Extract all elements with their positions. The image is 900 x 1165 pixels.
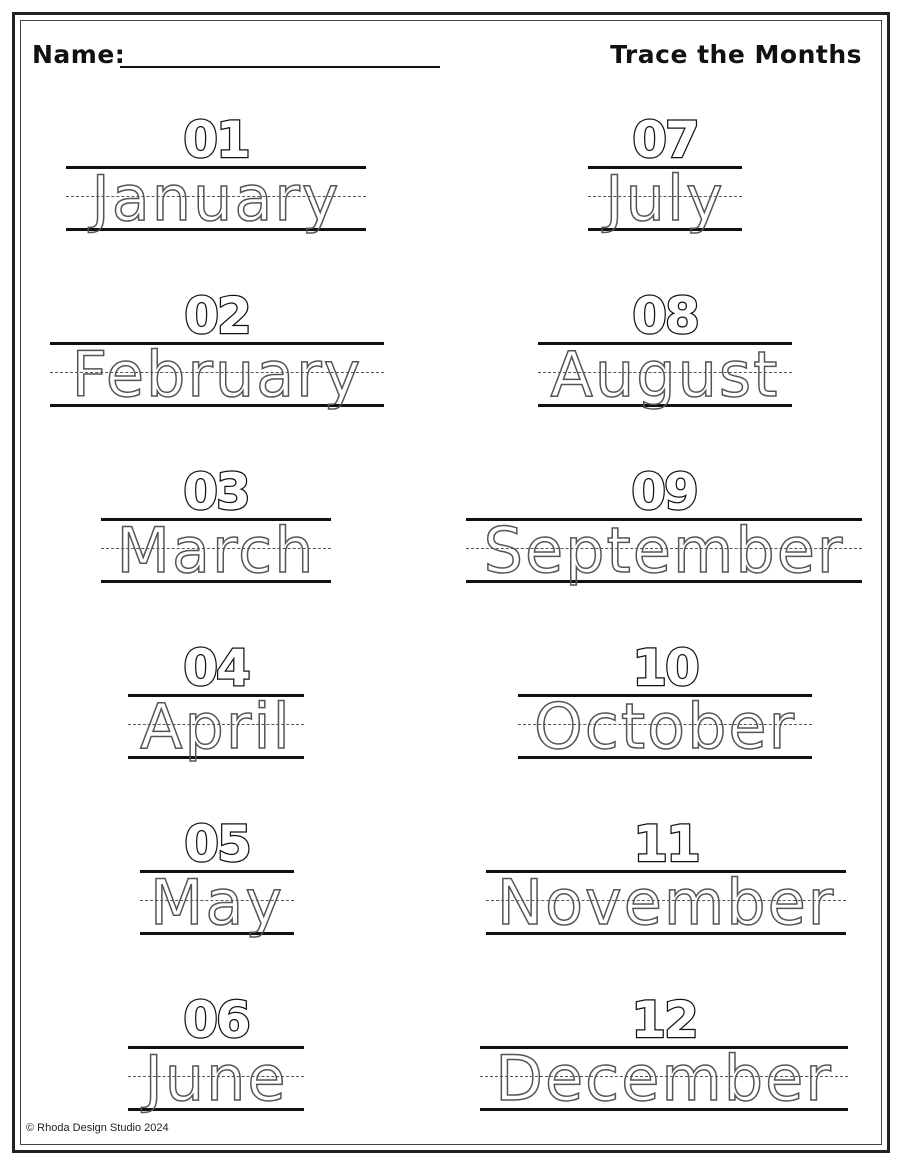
month-number: 09 — [631, 463, 697, 521]
tracing-lines[interactable] — [466, 514, 862, 587]
copyright-text: © Rhoda Design Studio 2024 — [26, 1122, 169, 1134]
name-label: Name: — [32, 40, 126, 69]
name-input-line[interactable] — [120, 66, 440, 68]
month-trace-word: November — [496, 866, 836, 939]
month-trace-word: May — [149, 866, 285, 939]
month-trace-word: April — [140, 690, 292, 763]
month-trace-word: September — [483, 514, 845, 587]
tracing-lines[interactable] — [101, 514, 331, 587]
month-number: 06 — [183, 991, 249, 1049]
tracing-lines[interactable] — [140, 866, 294, 939]
month-trace-word: March — [116, 514, 316, 587]
tracing-lines[interactable] — [518, 690, 812, 763]
tracing-lines[interactable] — [66, 162, 366, 235]
tracing-lines[interactable] — [538, 338, 792, 411]
month-number: 05 — [184, 815, 250, 873]
month-trace-word: January — [91, 162, 341, 235]
month-trace-word: October — [533, 690, 797, 763]
month-number: 01 — [183, 111, 249, 169]
month-number: 04 — [183, 639, 249, 697]
month-trace-word: February — [71, 338, 363, 411]
tracing-lines[interactable] — [486, 866, 846, 939]
month-number: 10 — [632, 639, 698, 697]
tracing-lines[interactable] — [588, 162, 742, 235]
month-trace-word: June — [144, 1042, 288, 1115]
worksheet-title: Trace the Months — [610, 40, 862, 69]
tracing-lines[interactable] — [128, 1042, 304, 1115]
tracing-lines[interactable] — [128, 690, 304, 763]
month-number: 12 — [631, 991, 697, 1049]
month-number: 11 — [633, 815, 699, 873]
tracing-lines[interactable] — [50, 338, 384, 411]
month-number: 08 — [632, 287, 698, 345]
month-number: 02 — [184, 287, 250, 345]
month-number: 07 — [632, 111, 698, 169]
month-trace-word: December — [495, 1042, 833, 1115]
month-trace-word: July — [605, 162, 725, 235]
month-trace-word: August — [550, 338, 780, 411]
tracing-lines[interactable] — [480, 1042, 848, 1115]
month-number: 03 — [183, 463, 249, 521]
